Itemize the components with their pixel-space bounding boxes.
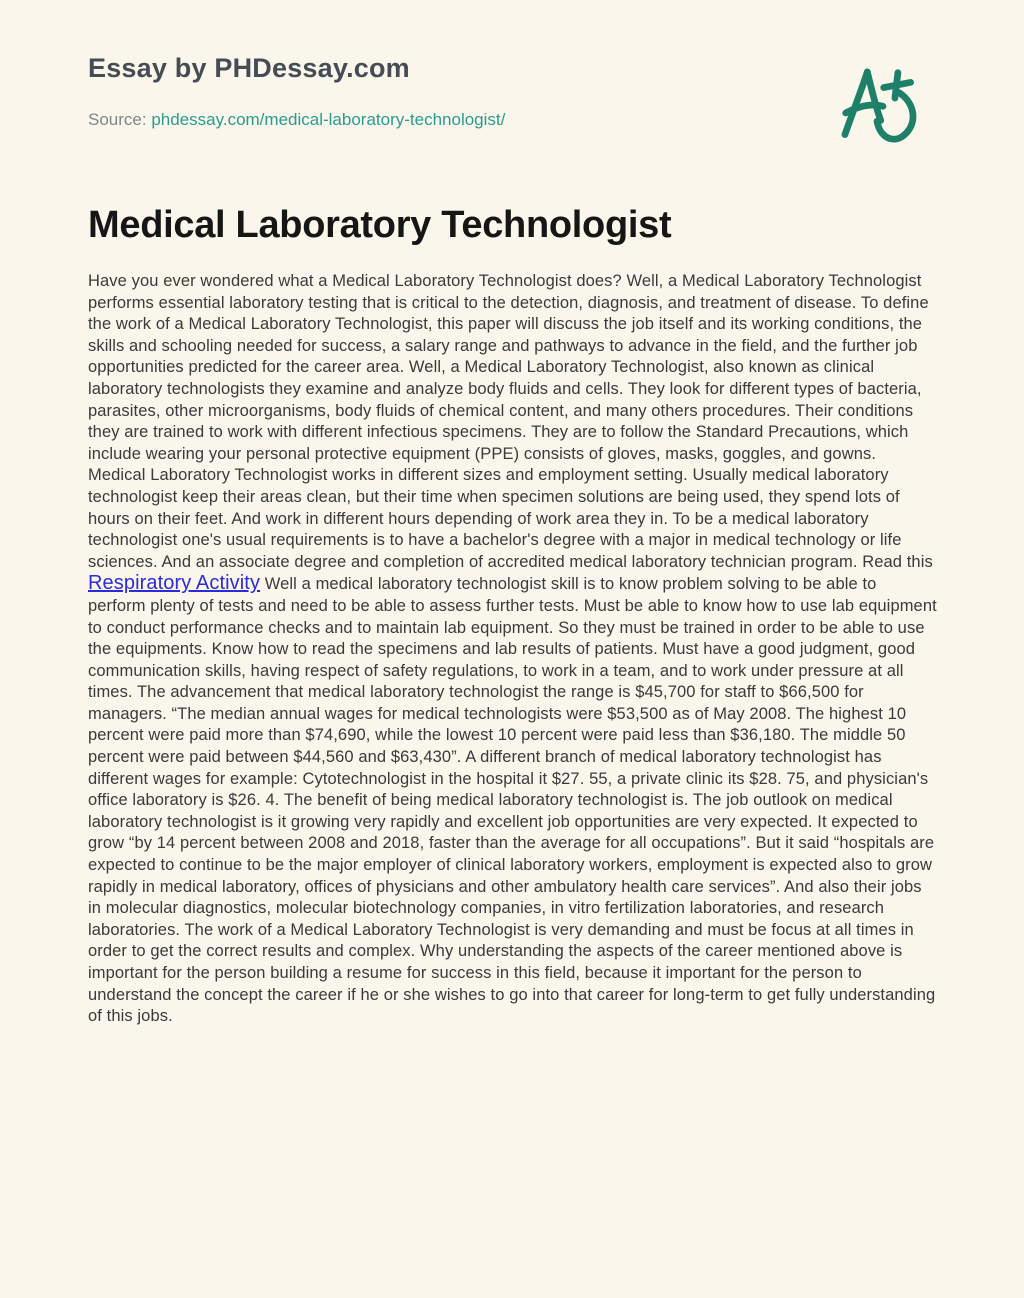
- essay-body: [88, 271, 938, 1028]
- site-title: Essay by PHDessay.com: [88, 53, 410, 83]
- source-label: Source:: [88, 110, 147, 129]
- source-line: [88, 110, 937, 130]
- header: [88, 53, 937, 130]
- respiratory-activity-link[interactable]: Respiratory Activity: [88, 572, 261, 595]
- aplus-logo-icon: [830, 60, 927, 157]
- essay-text-before-link: Have you ever wondered what a Medical Laboratory Technologist does? Well, a Medical Laboratory Technologist performs essential laboratory testing that is critical to the detection, diagnosis, and treatment of disease. To define the work of a Medical Laboratory Technologist, this paper will discuss the job itself and its working conditions, the skills and schooling needed for success, a salary range and pathways to advance in the field, and the further job opportunities predicted for the career area. Well, a Medical Laboratory Technologist, also known as clinical laboratory technologists they examine and analyze body fluids and cells. They look for different types of bacteria, parasites, other microorganisms, body fluids of chemical content, and many others procedures. Their conditions they are trained to work with different infectious specimens. They are to follow the Standard Precautions, which include wearing your personal protective equipment (PPE) consists of gloves, masks, goggles, and gowns. Medical Laboratory Technologist works in different sizes and employment setting. Usually medical laboratory technologist keep their areas clean, but their time when specimen solutions are being used, they spend lots of hours on their feet. And work in different hours depending of work area they in. To be a medical laboratory technologist one's usual requirements is to have a bachelor's degree with a major in medical technology or life sciences. And an associate degree and completion of accredited medical laboratory technician program. Read this: [88, 272, 933, 571]
- essay-text-after-link: Well a medical laboratory technologist skill is to know problem solving to be able to perform plenty of tests and need to be able to assess further tests. Must be able to know how to use lab equipment to conduct performance checks and to maintain lab equipment. So they must be trained in order to be able to use the equipments. Know how to read the specimens and lab results of patients. Must have a good judgment, good communication skills, having respect of safety regulations, to work in a team, and to work under pressure at all times. The advancement that medical laboratory technologist the range is $45,700 for staff to $66,500 for managers. “The median annual wages for medical technologists were $53,500 as of May 2008. The highest 10 percent were paid more than $74,690, while the lowest 10 percent were paid less than $36,180. The middle 50 percent were paid between $44,560 and $63,430”. A different branch of medical laboratory technologist has different wages for example: Cytotechnologist in the hospital it $27. 55, a private clinic its $28. 75, and physician's office laboratory is $26. 4. The benefit of being medical laboratory technologist is. The job outlook on medical laboratory technologist is it growing very rapidly and excellent job opportunities are very expected. It expected to grow “by 14 percent between 2008 and 2018, faster than the average for all occupations”. But it said “hospitals are expected to continue to be the major employer of clinical laboratory workers, employment is expected also to grow rapidly in medical laboratory, offices of physicians and other ambulatory health care services”. And also their jobs in molecular diagnostics, molecular biotechnology companies, in vitro fertilization laboratories, and research laboratories. The work of a Medical Laboratory Technologist is very demanding and must be focus at all times in order to get the correct results and complex. Why understanding the aspects of the career mentioned above is important for the person building a resume for success in this field, because it important for the person to understand the concept the career if he or she wishes to go into that career for long-term to get fully understanding of this jobs.: [88, 575, 937, 1026]
- page-title: Medical Laboratory Technologist: [88, 204, 672, 246]
- source-link[interactable]: phdessay.com/medical-laboratory-technologist/: [151, 110, 506, 129]
